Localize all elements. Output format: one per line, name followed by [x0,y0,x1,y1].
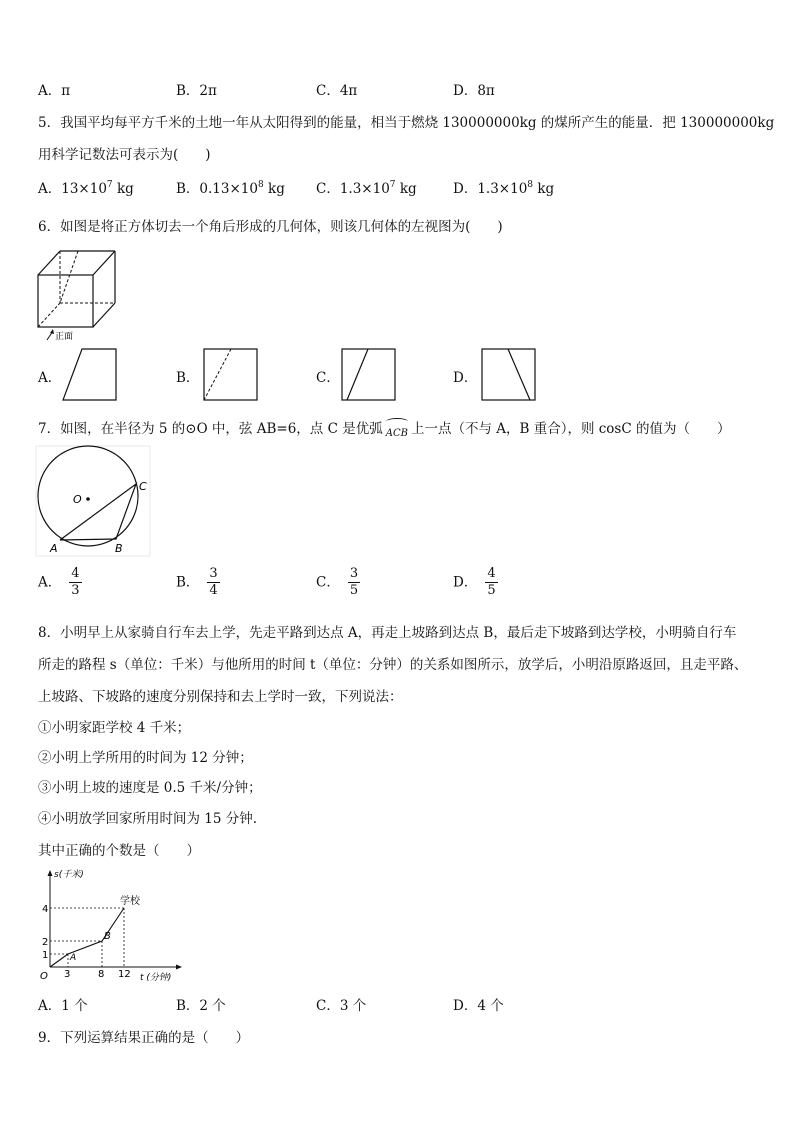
q8-x-tick-8: 8 [98,969,105,980]
q6-cube-figure [38,248,128,343]
q6-option-c-figure [341,348,397,402]
q8-x-axis-label: t (分钟) [140,973,172,983]
q6-stem: 6．如图是将正方体切去一个角后形成的几何体，则该几何体的左视图为( ) [38,219,503,235]
q7-arc-label: ACB [386,425,408,443]
q5-option-a: A．$13\times 10^7$ kg [38,180,134,197]
q6-option-a-figure [62,348,118,402]
q8-origin-label: O [40,971,48,982]
q5-option-c: C．$1.3\times 10^7$ kg [316,180,417,197]
q6-option-c-label: C． [316,370,340,386]
q8-question: 其中正确的个数是（ ） [38,843,200,859]
q4-option-c: C．4π [316,83,358,99]
q8-statement-3: ③小明上坡的速度是 0.5 千米/分钟； [38,780,262,796]
q8-x-tick-12: 12 [118,969,131,980]
q8-school-label: 学校 [120,896,140,907]
q8-x-tick-3: 3 [64,969,71,980]
q8-point-a-label: A [70,953,77,963]
q7-label-o: O [73,493,82,506]
q4-option-d: D．8π [453,83,495,99]
q6-option-a-label: A． [38,370,62,386]
q8-y-axis-label: s(千米) [54,870,84,880]
q7-label-b: B [115,542,123,555]
q7-label-a: A [50,542,58,555]
q5-option-d: D．$1.3\times 10^8$ kg [453,180,555,197]
q8-option-b: B．2 个 [176,998,226,1014]
q6-option-d-figure [481,348,537,402]
q6-front-label: 正面 [55,332,74,342]
q8-y-tick-4: 4 [42,904,49,915]
q8-stem-line2: 所走的路程 s（单位：千米）与他所用的时间 t（单位：分钟）的关系如图所示，放学后，小明沿原路返回，且走平路、 [38,657,748,673]
q6-option-b-label: B． [176,370,200,386]
q8-y-tick-1: 1 [42,950,49,961]
q8-stem-line3: 上坡路、下坡路的速度分别保持和去上学时一致，下列说法： [38,689,403,705]
q7-label-c: C [139,480,147,493]
q8-option-a: A．1 个 [38,998,88,1014]
q8-statement-4: ④小明放学回家所用时间为 15 分钟. [38,811,258,827]
q8-option-c: C．3 个 [316,998,367,1014]
q8-statement-1: ①小明家距学校 4 千米； [38,720,191,736]
q7-option-d: D． $\frac{4}{5}$ [453,566,496,598]
q8-y-tick-2: 2 [42,937,49,948]
q4-option-a: A．π [38,83,71,99]
q7-option-c: C． $\frac{3}{5}$ [316,566,359,598]
q6-option-b-figure [203,348,259,402]
q8-statement-2: ②小明上学所用的时间为 12 分钟； [38,750,253,766]
q7-option-a: A． $\frac{4}{3}$ [38,566,80,598]
q8-point-b-label: B [104,931,111,942]
q7-circle-figure [36,446,150,556]
q4-option-b: B．2π [176,83,217,99]
q5-stem-line2: 用科学记数法可表示为( ) [38,147,211,163]
q9-stem: 9．下列运算结果正确的是（ ） [38,1030,250,1046]
q6-option-d-label: D． [453,370,478,386]
q7-option-b: B． $\frac{3}{4}$ [176,566,218,598]
q8-option-d: D．4 个 [453,998,504,1014]
q8-stem-line1: 8．小明早上从家骑自行车去上学，先走平路到达点 A，再走上坡路到达点 B，最后走下坡路到达学校，小明骑自行车 [38,625,737,641]
q5-stem-line1: 5．我国平均每平方千米的土地一年从太阳得到的能量，相当于燃烧 130000000kg 的煤所产生的能量．把 130000000kg [38,115,775,131]
q8-distance-time-graph [36,866,186,984]
q5-option-b: B．$0.13\times 10^8$ kg [176,180,285,197]
q7-stem: 7．如图，在半径为 5 的⊙O 中，弦 AB=6，点 C 是优弧 ACB 上一点（不与 A，B 重合），则 cosC 的值为（ ） [38,420,730,440]
